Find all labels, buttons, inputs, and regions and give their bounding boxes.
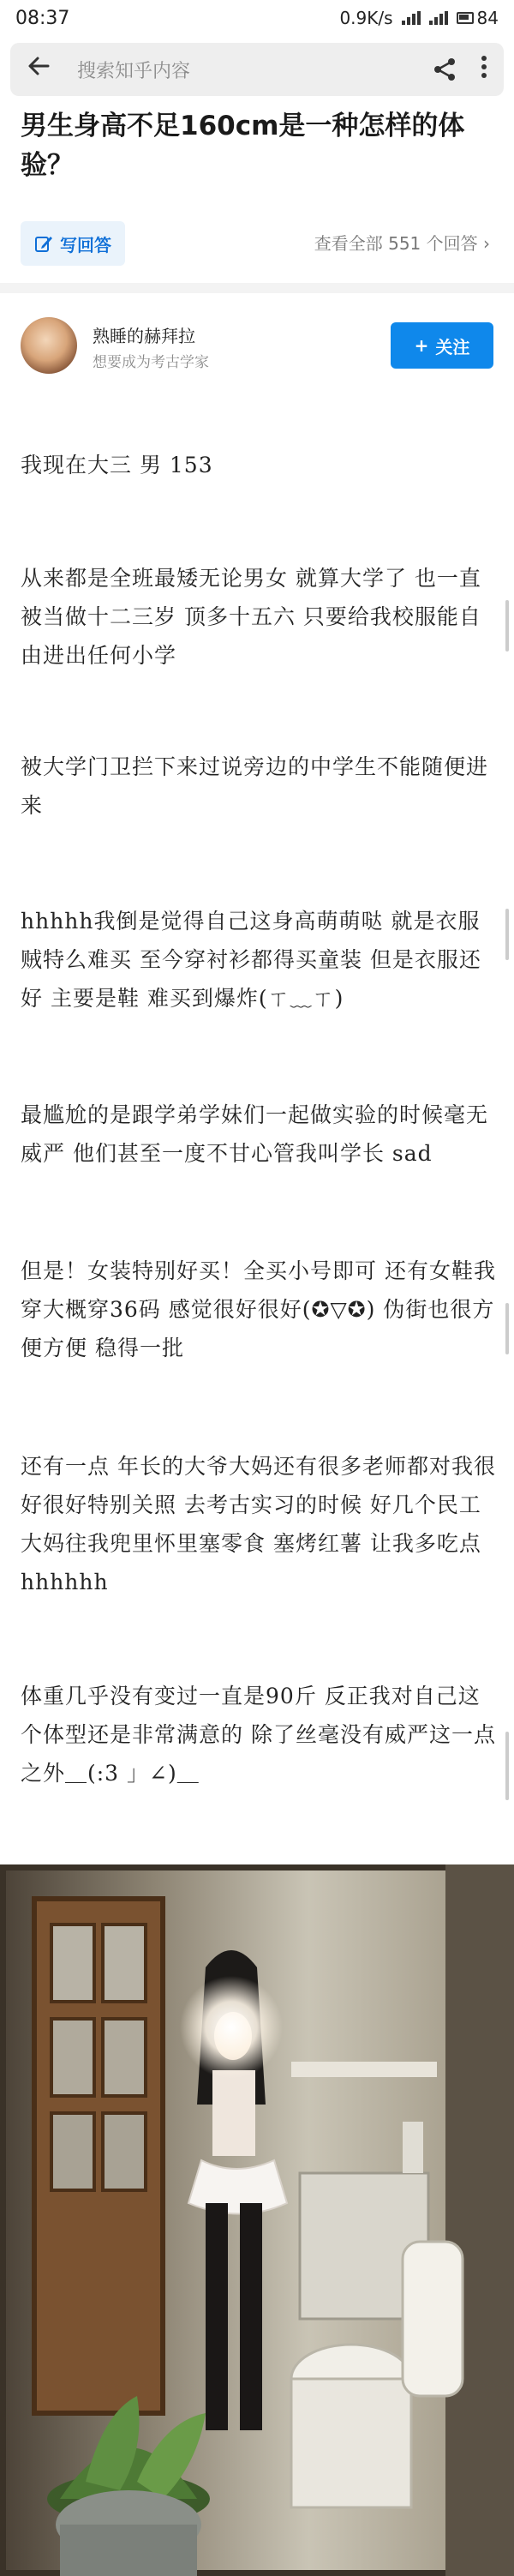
answer-photo[interactable] — [0, 1864, 514, 2576]
share-icon[interactable] — [432, 57, 457, 82]
answer-paragraph: 还有一点 年长的大爷大妈还有很多老师都对我很好很好特别关照 去考古实习的时候 好几个民工大妈往我兜里怀里塞零食 塞烤红薯 让我多吃点hhhhhh — [21, 1454, 496, 1594]
answer-paragraph: 体重几乎没有变过一直是90斤 反正我对自己这个体型还是非常满意的 除了丝毫没有威严这一点之外＿(:3 」∠)＿ — [21, 1684, 496, 1786]
question-title[interactable]: 男生身高不足160cm是一种怎样的体验？ — [21, 111, 465, 181]
scrollbar-mark — [505, 1303, 509, 1354]
more-vertical-icon[interactable] — [480, 54, 488, 85]
write-answer-button[interactable] — [21, 221, 125, 266]
search-input[interactable]: 搜索知乎内容 — [77, 60, 191, 82]
photo-illustration — [0, 1864, 514, 2576]
scrollbar-mark — [505, 600, 509, 652]
chevron-right-icon: › — [483, 233, 490, 254]
scrollbar-mark — [505, 909, 509, 960]
answer-paragraph: 从来都是全班最矮无论男女 就算大学了 也一直被当做十二三岁 顶多十五六 只要给我校服能自由进出任何小学 — [21, 566, 481, 668]
answer-paragraph: 最尴尬的是跟学弟学妹们一起做实验的时候毫无威严 他们甚至一度不甘心管我叫学长 sad — [21, 1102, 489, 1166]
battery-level: 84 — [476, 8, 499, 28]
back-arrow-icon[interactable] — [26, 52, 60, 87]
search-bar — [10, 43, 504, 96]
network-speed: 0.9K/s — [339, 8, 393, 28]
section-divider — [0, 283, 514, 293]
follow-button[interactable] — [391, 322, 493, 369]
signal-icon-2 — [429, 11, 448, 25]
answer-paragraph: 但是！女装特别好买！全买小号即可 还有女鞋我穿大概穿36码 感觉很好很好(✪▽✪) 伪街也很方便方便 稳得一批 — [21, 1258, 496, 1360]
answer-paragraph: 我现在大三 男 153 — [21, 453, 213, 477]
plus-icon: + — [414, 335, 429, 356]
scrollbar-mark — [505, 1732, 509, 1800]
follow-label: 关注 — [435, 336, 470, 357]
answer-paragraph: 被大学门卫拦下来过说旁边的中学生不能随便进来 — [21, 754, 489, 818]
write-answer-label: 写回答 — [60, 234, 111, 255]
view-all-label: 查看全部 551 个回答 — [314, 233, 478, 254]
avatar[interactable] — [21, 317, 77, 374]
signal-icon — [402, 11, 421, 25]
status-time: 08:37 — [15, 7, 70, 29]
battery-icon — [457, 12, 474, 24]
author-name[interactable]: 熟睡的赫拜拉 — [93, 326, 195, 346]
battery-indicator — [457, 8, 499, 28]
status-right — [339, 8, 499, 28]
view-all-answers-link[interactable] — [314, 230, 490, 255]
status-bar — [0, 0, 514, 36]
answer-paragraph: hhhhh我倒是觉得自己这身高萌萌哒 就是衣服贼特么难买 至今穿衬衫都得买童装 但是衣服还好 主要是鞋 难买到爆炸(ㄒ﹏ㄒ) — [21, 909, 481, 1011]
author-card — [21, 317, 493, 377]
author-description: 想要成为考古学家 — [93, 354, 209, 371]
pencil-icon — [34, 234, 53, 253]
